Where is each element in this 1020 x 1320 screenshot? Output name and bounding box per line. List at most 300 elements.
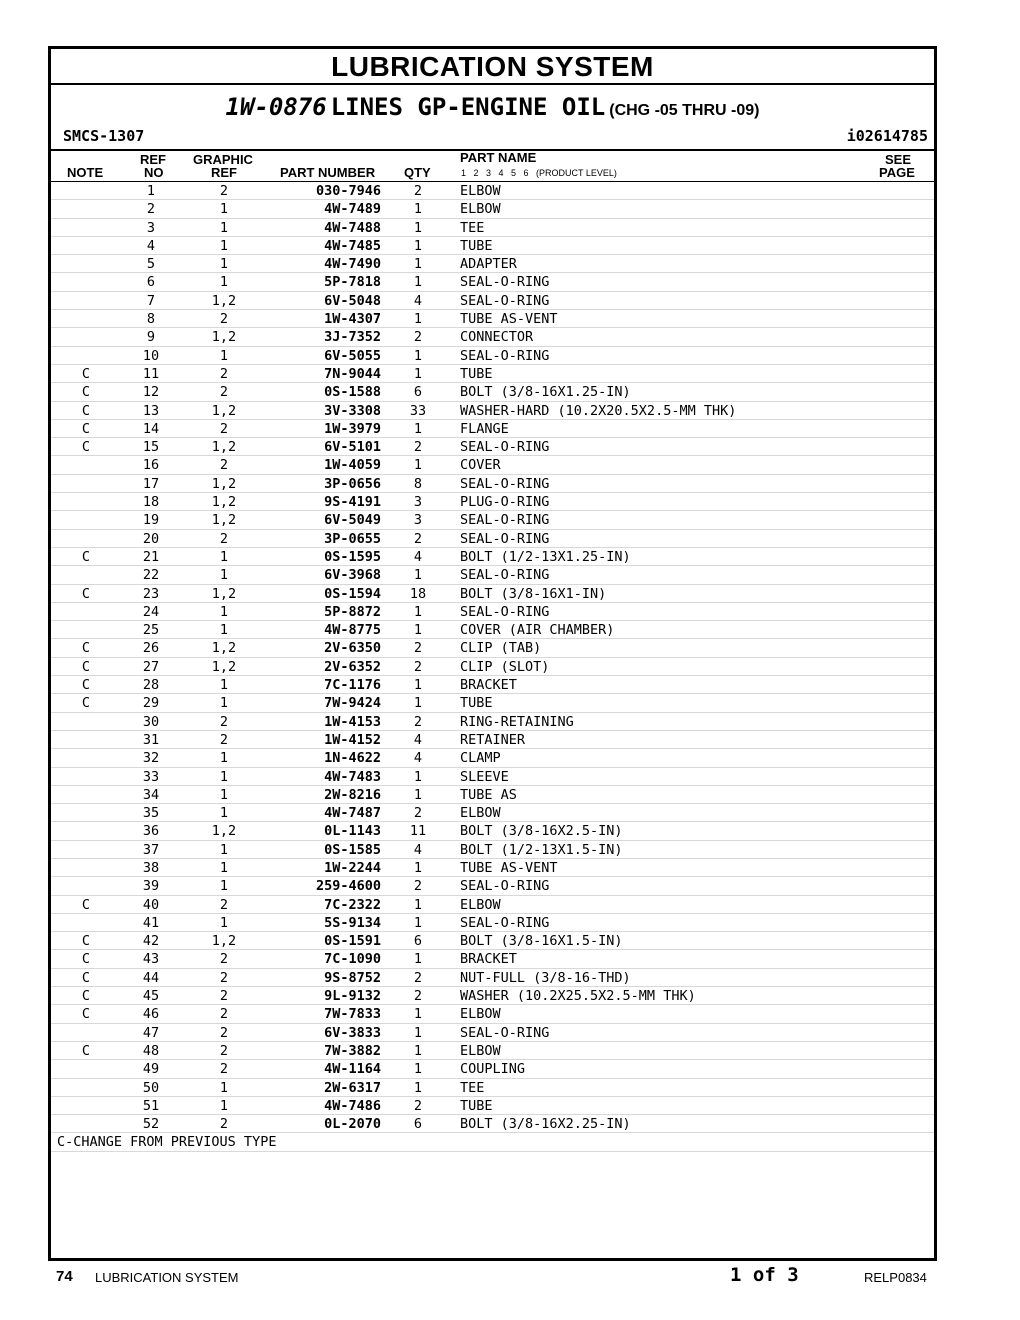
- graphic-ref-cell: 2: [219, 1116, 229, 1133]
- footer-code: RELP0834: [864, 1270, 927, 1285]
- table-row: [51, 859, 934, 877]
- note-cell: C: [81, 951, 91, 968]
- serial-range: (CHG -05 THRU -09): [609, 102, 760, 119]
- qty-cell: 1: [413, 1061, 423, 1078]
- note-cell: C: [81, 658, 91, 675]
- qty-cell: 18: [409, 585, 427, 602]
- qty-cell: 1: [413, 859, 423, 876]
- qty-cell: 2: [413, 530, 423, 547]
- graphic-ref-cell: 1,2: [211, 329, 237, 346]
- part-name-cell: PLUG-O-RING: [460, 494, 550, 511]
- part-number-cell: 2W-8216: [324, 786, 381, 803]
- part-number-cell: 7C-1176: [324, 677, 381, 694]
- qty-cell: 6: [413, 1116, 423, 1133]
- graphic-ref-cell: 1: [219, 805, 229, 822]
- qty-cell: 1: [413, 274, 423, 291]
- part-name-cell: CONNECTOR: [460, 329, 534, 346]
- part-name-cell: TEE: [460, 1079, 485, 1096]
- graphic-ref-cell: 1: [219, 677, 229, 694]
- table-row: [51, 768, 934, 786]
- group-part-number: 1W-0876: [225, 93, 327, 121]
- graphic-ref-cell: 1: [219, 768, 229, 785]
- graphic-ref-cell: 1,2: [211, 439, 237, 456]
- note-cell: C: [81, 896, 91, 913]
- table-row: [51, 1024, 934, 1042]
- part-number-cell: 0S-1595: [324, 548, 381, 565]
- qty-cell: 2: [413, 713, 423, 730]
- part-name-cell: SEAL-O-RING: [460, 1024, 550, 1041]
- part-name-cell: TUBE: [460, 1097, 493, 1114]
- qty-cell: 1: [413, 695, 423, 712]
- part-number-cell: 1N-4622: [324, 750, 381, 767]
- ref-no-cell: 44: [142, 969, 160, 986]
- qty-cell: 1: [413, 951, 423, 968]
- part-name-cell: SEAL-O-RING: [460, 274, 550, 291]
- table-row: [51, 786, 934, 804]
- graphic-ref-cell: 1: [219, 256, 229, 273]
- qty-cell: 1: [413, 365, 423, 382]
- qty-cell: 2: [413, 658, 423, 675]
- table-row: [51, 1042, 934, 1060]
- part-number-cell: 6V-5101: [324, 439, 381, 456]
- graphic-ref-cell: 2: [219, 365, 229, 382]
- part-name-cell: TUBE AS-VENT: [460, 311, 558, 328]
- qty-cell: 4: [413, 731, 423, 748]
- part-name-cell: SEAL-O-RING: [460, 439, 550, 456]
- note-cell: C: [81, 969, 91, 986]
- part-number-cell: 4W-7485: [324, 237, 381, 254]
- qty-cell: 2: [413, 1097, 423, 1114]
- part-number-cell: 9L-9132: [324, 988, 381, 1005]
- ref-no-cell: 43: [142, 951, 160, 968]
- ref-no-cell: 21: [142, 548, 160, 565]
- group-name: LINES GP-ENGINE OIL: [330, 93, 606, 121]
- ref-no-cell: 39: [142, 878, 160, 895]
- part-number-cell: 3P-0655: [324, 530, 381, 547]
- table-row: [51, 493, 934, 511]
- table-row: [51, 219, 934, 237]
- ref-no-cell: 42: [142, 933, 160, 950]
- part-name-cell: BOLT (1/2-13X1.5-IN): [460, 841, 623, 858]
- graphic-ref-cell: 2: [219, 951, 229, 968]
- table-row: [51, 237, 934, 255]
- ref-no-cell: 50: [142, 1079, 160, 1096]
- table-row: [51, 932, 934, 950]
- qty-cell: 1: [413, 1024, 423, 1041]
- graphic-ref-cell: 1,2: [211, 292, 237, 309]
- part-name-cell: COVER: [460, 457, 501, 474]
- table-row: [51, 950, 934, 968]
- part-number-cell: 4W-7489: [324, 201, 381, 218]
- part-number-cell: 5P-7818: [324, 274, 381, 291]
- qty-cell: 1: [413, 219, 423, 236]
- part-name-cell: TUBE AS: [460, 786, 517, 803]
- ref-no-cell: 5: [146, 256, 156, 273]
- ref-no-cell: 18: [142, 494, 160, 511]
- qty-cell: 1: [413, 677, 423, 694]
- part-name-cell: BOLT (3/8-16X2.5-IN): [460, 823, 623, 840]
- part-number-cell: 2V-6350: [324, 640, 381, 657]
- ref-no-cell: 3: [146, 219, 156, 236]
- ref-no-cell: 47: [142, 1024, 160, 1041]
- document-id: i02614785: [846, 127, 928, 145]
- ref-no-cell: 41: [142, 914, 160, 931]
- part-number-cell: 7W-7833: [324, 1006, 381, 1023]
- part-name-cell: ELBOW: [460, 183, 501, 199]
- table-row: [51, 639, 934, 657]
- table-row: [51, 621, 934, 639]
- table-row: [51, 841, 934, 859]
- part-number-cell: 0S-1594: [324, 585, 381, 602]
- part-number-cell: 4W-7483: [324, 768, 381, 785]
- part-number-cell: 4W-7488: [324, 219, 381, 236]
- note-cell: C: [81, 548, 91, 565]
- qty-cell: 2: [413, 878, 423, 895]
- part-number-cell: 3P-0656: [324, 475, 381, 492]
- part-name-cell: FLANGE: [460, 420, 509, 437]
- table-row: [51, 438, 934, 456]
- part-name-cell: ADAPTER: [460, 256, 517, 273]
- ref-no-cell: 35: [142, 805, 160, 822]
- table-row: [51, 896, 934, 914]
- qty-cell: 33: [409, 402, 427, 419]
- part-name-cell: CLIP (SLOT): [460, 658, 550, 675]
- table-row: [51, 1115, 934, 1133]
- qty-cell: 2: [413, 183, 423, 199]
- part-name-cell: BOLT (3/8-16X1.25-IN): [460, 384, 631, 401]
- table-row: [51, 273, 934, 291]
- ref-no-cell: 46: [142, 1006, 160, 1023]
- qty-cell: 1: [413, 786, 423, 803]
- table-row: [51, 914, 934, 932]
- qty-cell: 4: [413, 292, 423, 309]
- graphic-ref-cell: 1,2: [211, 823, 237, 840]
- part-number-cell: 5P-8872: [324, 603, 381, 620]
- graphic-ref-cell: 1: [219, 237, 229, 254]
- header-qty: QTY: [404, 165, 431, 180]
- part-number-cell: 6V-5048: [324, 292, 381, 309]
- part-number-cell: 1W-4059: [324, 457, 381, 474]
- table-row: [51, 694, 934, 712]
- qty-cell: 2: [413, 988, 423, 1005]
- qty-cell: 8: [413, 475, 423, 492]
- graphic-ref-cell: 1: [219, 1079, 229, 1096]
- note-cell: C: [81, 988, 91, 1005]
- graphic-ref-cell: 1: [219, 548, 229, 565]
- ref-no-cell: 31: [142, 731, 160, 748]
- part-name-cell: SEAL-O-RING: [460, 347, 550, 364]
- part-name-cell: TUBE AS-VENT: [460, 859, 558, 876]
- qty-cell: 1: [413, 457, 423, 474]
- table-row: [51, 420, 934, 438]
- header-product-level: 1 2 3 4 5 6 (PRODUCT LEVEL): [461, 168, 617, 178]
- table-row: [51, 804, 934, 822]
- qty-cell: 1: [413, 1079, 423, 1096]
- graphic-ref-cell: 2: [219, 713, 229, 730]
- graphic-ref-cell: 1: [219, 622, 229, 639]
- qty-cell: 2: [413, 439, 423, 456]
- table-row: [51, 566, 934, 584]
- graphic-ref-cell: 2: [219, 1006, 229, 1023]
- table-row: [51, 749, 934, 767]
- ref-no-cell: 2: [146, 201, 156, 218]
- graphic-ref-cell: 1,2: [211, 640, 237, 657]
- qty-cell: 1: [413, 256, 423, 273]
- graphic-ref-cell: 2: [219, 457, 229, 474]
- footer-page-of: 1 of 3: [730, 1264, 799, 1286]
- ref-no-cell: 33: [142, 768, 160, 785]
- header-graphic-bottom: REF: [211, 165, 237, 180]
- part-name-cell: TEE: [460, 219, 485, 236]
- part-number-cell: 7W-9424: [324, 695, 381, 712]
- table-row: [51, 200, 934, 218]
- graphic-ref-cell: 1: [219, 274, 229, 291]
- graphic-ref-cell: 1: [219, 878, 229, 895]
- note-cell: C: [81, 677, 91, 694]
- part-number-cell: 6V-5049: [324, 512, 381, 529]
- note-cell: C: [81, 1042, 91, 1059]
- part-name-cell: ELBOW: [460, 201, 501, 218]
- ref-no-cell: 4: [146, 237, 156, 254]
- part-name-cell: WASHER-HARD (10.2X20.5X2.5-MM THK): [460, 402, 737, 419]
- ref-no-cell: 49: [142, 1061, 160, 1078]
- table-row: [51, 365, 934, 383]
- graphic-ref-cell: 2: [219, 1024, 229, 1041]
- part-number-cell: 9S-4191: [324, 494, 381, 511]
- part-name-cell: SEAL-O-RING: [460, 512, 550, 529]
- part-name-cell: SEAL-O-RING: [460, 567, 550, 584]
- part-name-cell: BRACKET: [460, 951, 517, 968]
- table-row: [51, 603, 934, 621]
- qty-cell: 1: [413, 420, 423, 437]
- table-row: [51, 658, 934, 676]
- part-number-cell: 7W-3882: [324, 1042, 381, 1059]
- part-name-cell: SEAL-O-RING: [460, 914, 550, 931]
- ref-no-cell: 30: [142, 713, 160, 730]
- parts-list-frame: [48, 46, 937, 1261]
- table-header: [51, 151, 934, 182]
- graphic-ref-cell: 1: [219, 914, 229, 931]
- ref-no-cell: 9: [146, 329, 156, 346]
- graphic-ref-cell: 1: [219, 603, 229, 620]
- table-row: [51, 182, 934, 200]
- ref-no-cell: 13: [142, 402, 160, 419]
- ref-no-cell: 23: [142, 585, 160, 602]
- note-cell: C: [81, 384, 91, 401]
- part-number-cell: 4W-8775: [324, 622, 381, 639]
- qty-cell: 4: [413, 548, 423, 565]
- ref-no-cell: 32: [142, 750, 160, 767]
- part-name-cell: COVER (AIR CHAMBER): [460, 622, 615, 639]
- part-number-cell: 5S-9134: [324, 914, 381, 931]
- note-cell: C: [81, 439, 91, 456]
- part-number-cell: 4W-7486: [324, 1097, 381, 1114]
- qty-cell: 3: [413, 494, 423, 511]
- note-cell: C: [81, 1006, 91, 1023]
- graphic-ref-cell: 2: [219, 183, 229, 199]
- note-cell: C: [81, 640, 91, 657]
- graphic-ref-cell: 1: [219, 201, 229, 218]
- part-number-cell: 6V-3833: [324, 1024, 381, 1041]
- graphic-ref-cell: 2: [219, 731, 229, 748]
- header-part-name: PART NAME: [460, 150, 537, 165]
- part-name-cell: BOLT (3/8-16X2.25-IN): [460, 1116, 631, 1133]
- part-number-cell: 259-4600: [315, 878, 381, 895]
- ref-no-cell: 38: [142, 859, 160, 876]
- part-number-cell: 1W-4153: [324, 713, 381, 730]
- note-cell: C: [81, 365, 91, 382]
- graphic-ref-cell: 1: [219, 1097, 229, 1114]
- graphic-ref-cell: 2: [219, 311, 229, 328]
- qty-cell: 1: [413, 1006, 423, 1023]
- graphic-ref-cell: 2: [219, 530, 229, 547]
- part-name-cell: CLIP (TAB): [460, 640, 542, 657]
- page-title: LUBRICATION SYSTEM: [51, 49, 934, 85]
- graphic-ref-cell: 1,2: [211, 658, 237, 675]
- table-row: [51, 347, 934, 365]
- qty-cell: 2: [413, 329, 423, 346]
- table-row: [51, 1005, 934, 1023]
- table-row: [51, 987, 934, 1005]
- ref-no-cell: 26: [142, 640, 160, 657]
- ref-no-cell: 52: [142, 1116, 160, 1133]
- graphic-ref-cell: 1,2: [211, 585, 237, 602]
- part-number-cell: 1W-4152: [324, 731, 381, 748]
- ref-no-cell: 48: [142, 1042, 160, 1059]
- ref-no-cell: 16: [142, 457, 160, 474]
- graphic-ref-cell: 1: [219, 567, 229, 584]
- table-row: [51, 1060, 934, 1078]
- smcs-bar: [51, 125, 934, 151]
- ref-no-cell: 14: [142, 420, 160, 437]
- header-note: NOTE: [67, 165, 104, 180]
- part-number-cell: 0S-1585: [324, 841, 381, 858]
- ref-no-cell: 7: [146, 292, 156, 309]
- ref-no-cell: 25: [142, 622, 160, 639]
- table-row: [51, 1097, 934, 1115]
- group-subtitle: [51, 85, 934, 125]
- ref-no-cell: 37: [142, 841, 160, 858]
- part-name-cell: TUBE: [460, 237, 493, 254]
- part-number-cell: 2V-6352: [324, 658, 381, 675]
- note-cell: C: [81, 933, 91, 950]
- part-name-cell: SEAL-O-RING: [460, 530, 550, 547]
- table-row: [51, 585, 934, 603]
- part-number-cell: 4W-1164: [324, 1061, 381, 1078]
- ref-no-cell: 10: [142, 347, 160, 364]
- graphic-ref-cell: 2: [219, 1042, 229, 1059]
- table-row: [51, 530, 934, 548]
- part-name-cell: TUBE: [460, 365, 493, 382]
- part-name-cell: BOLT (3/8-16X1.5-IN): [460, 933, 623, 950]
- part-name-cell: ELBOW: [460, 1042, 501, 1059]
- graphic-ref-cell: 2: [219, 384, 229, 401]
- qty-cell: 6: [413, 384, 423, 401]
- table-row: [51, 292, 934, 310]
- ref-no-cell: 15: [142, 439, 160, 456]
- table-row: [51, 877, 934, 895]
- header-ref-bottom: NO: [144, 165, 164, 180]
- note-cell: C: [81, 420, 91, 437]
- qty-cell: 1: [413, 347, 423, 364]
- part-number-cell: 7C-2322: [324, 896, 381, 913]
- ref-no-cell: 12: [142, 384, 160, 401]
- table-row: [51, 676, 934, 694]
- qty-cell: 1: [413, 603, 423, 620]
- graphic-ref-cell: 1: [219, 219, 229, 236]
- header-see-bottom: PAGE: [879, 165, 915, 180]
- table-row: [51, 456, 934, 474]
- ref-no-cell: 1: [146, 183, 156, 199]
- graphic-ref-cell: 2: [219, 896, 229, 913]
- part-name-cell: ELBOW: [460, 1006, 501, 1023]
- part-name-cell: NUT-FULL (3/8-16-THD): [460, 969, 631, 986]
- qty-cell: 1: [413, 1042, 423, 1059]
- ref-no-cell: 28: [142, 677, 160, 694]
- footer-page-number: 74: [56, 1268, 73, 1285]
- qty-cell: 2: [413, 969, 423, 986]
- graphic-ref-cell: 2: [219, 988, 229, 1005]
- table-row: [51, 1079, 934, 1097]
- page-footer: [0, 1264, 1020, 1288]
- table-row: [51, 255, 934, 273]
- ref-no-cell: 29: [142, 695, 160, 712]
- qty-cell: 11: [409, 823, 427, 840]
- part-name-cell: BRACKET: [460, 677, 517, 694]
- part-number-cell: 0S-1588: [324, 384, 381, 401]
- table-row: [51, 822, 934, 840]
- ref-no-cell: 19: [142, 512, 160, 529]
- part-name-cell: SEAL-O-RING: [460, 292, 550, 309]
- qty-cell: 2: [413, 640, 423, 657]
- header-graphic-top: GRAPHIC: [193, 152, 253, 167]
- part-number-cell: 1W-3979: [324, 420, 381, 437]
- table-row: [51, 310, 934, 328]
- header-see-top: SEE: [885, 152, 912, 167]
- header-part-number: PART NUMBER: [280, 165, 376, 180]
- part-number-cell: 4W-7490: [324, 256, 381, 273]
- part-number-cell: 1W-4307: [324, 311, 381, 328]
- part-number-cell: 2W-6317: [324, 1079, 381, 1096]
- graphic-ref-cell: 1,2: [211, 494, 237, 511]
- graphic-ref-cell: 1: [219, 786, 229, 803]
- qty-cell: 4: [413, 841, 423, 858]
- part-name-cell: ELBOW: [460, 805, 501, 822]
- part-number-cell: 6V-5055: [324, 347, 381, 364]
- ref-no-cell: 20: [142, 530, 160, 547]
- part-name-cell: RETAINER: [460, 731, 526, 748]
- part-number-cell: 7N-9044: [324, 365, 381, 382]
- footnote: C-CHANGE FROM PREVIOUS TYPE: [51, 1133, 934, 1152]
- part-name-cell: CLAMP: [460, 750, 501, 767]
- graphic-ref-cell: 2: [219, 969, 229, 986]
- part-name-cell: COUPLING: [460, 1061, 526, 1078]
- part-number-cell: 0L-2070: [324, 1116, 381, 1133]
- part-name-cell: SEAL-O-RING: [460, 475, 550, 492]
- table-row: [51, 328, 934, 346]
- graphic-ref-cell: 1: [219, 841, 229, 858]
- qty-cell: 1: [413, 768, 423, 785]
- qty-cell: 1: [413, 237, 423, 254]
- qty-cell: 1: [413, 311, 423, 328]
- graphic-ref-cell: 1: [219, 750, 229, 767]
- part-number-cell: 9S-8752: [324, 969, 381, 986]
- footer-section: LUBRICATION SYSTEM: [95, 1270, 239, 1285]
- qty-cell: 1: [413, 201, 423, 218]
- note-cell: C: [81, 695, 91, 712]
- part-number-cell: 0S-1591: [324, 933, 381, 950]
- part-number-cell: 3V-3308: [324, 402, 381, 419]
